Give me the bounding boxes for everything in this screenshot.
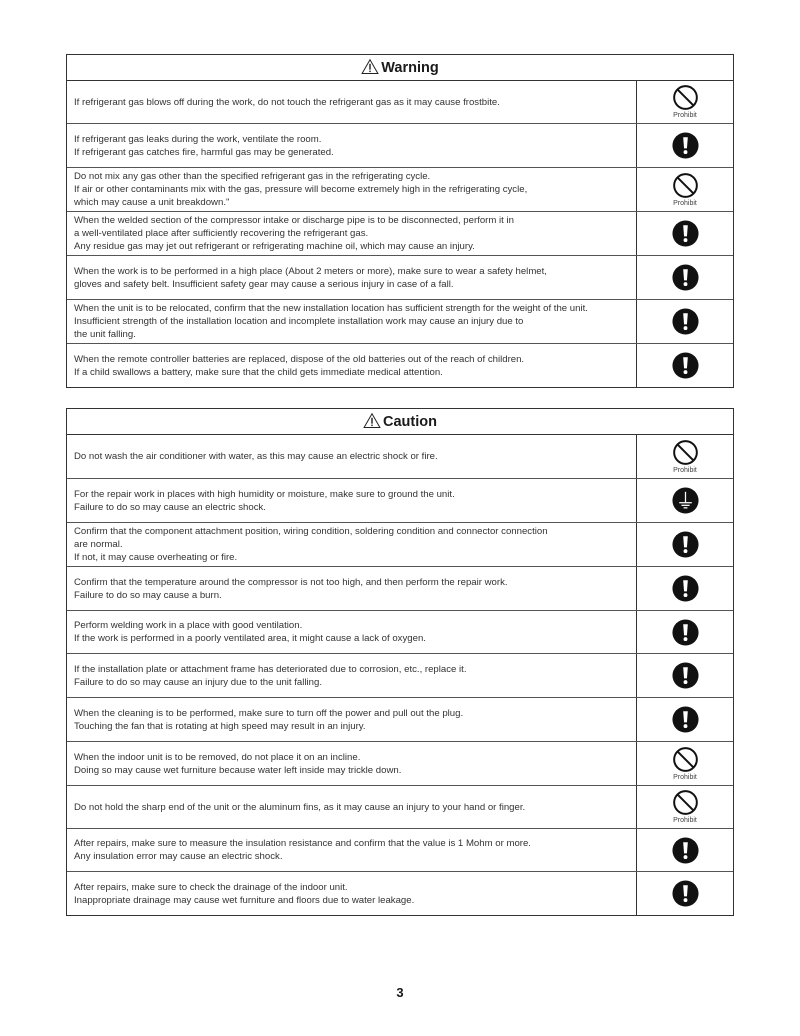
text-line: If refrigerant gas blows off during the work, do not touch the refrigerant gas as it may cause frostbite. xyxy=(74,96,500,108)
ground-icon xyxy=(671,486,700,515)
caution-row xyxy=(67,479,733,523)
warning-row xyxy=(67,168,733,212)
warning-row-icon-cell xyxy=(637,300,733,343)
text-line: gloves and safety belt. Insufficient safety gear may cause a serious injury in case of a fall. xyxy=(74,278,454,290)
warning-row xyxy=(67,124,733,168)
text-line: When the indoor unit is to be removed, do not place it on an incline. xyxy=(74,751,361,763)
text-line: Inappropriate drainage may cause wet furniture and floors due to water leakage. xyxy=(74,894,415,906)
warning-row xyxy=(67,81,733,124)
caution-row-text xyxy=(67,654,637,697)
text-line: If not, it may cause overheating or fire. xyxy=(74,552,238,563)
warning-row-text xyxy=(67,300,637,343)
caution-title: Caution xyxy=(383,413,437,430)
prohibit-icon xyxy=(672,439,699,466)
caution-row-text xyxy=(67,872,637,915)
text-line: a well-ventilated place after sufficiently recovering the refrigerant gas. xyxy=(74,228,369,239)
mandatory-icon xyxy=(671,879,700,908)
page-number: 3 xyxy=(396,985,404,1000)
text-line: Perform welding work in a place with good ventilation. xyxy=(74,620,303,631)
text-line: If the installation plate or attachment frame has deteriorated due to corrosion, etc., replace it. xyxy=(74,663,467,675)
text-line: Do not mix any gas other than the specified refrigerant gas in the refrigerating cycle. xyxy=(74,171,431,182)
text-line: Confirm that the component attachment position, wiring condition, soldering condition and connector connection xyxy=(74,526,548,537)
text-line: Do not hold the sharp end of the unit or the aluminum fins, as it may cause an injury to your hand or finger. xyxy=(74,801,526,813)
warning-triangle-icon xyxy=(361,58,379,75)
caution-row-text xyxy=(67,786,637,828)
caution-row xyxy=(67,611,733,654)
text-line: When the remote controller batteries are replaced, dispose of the old batteries out of the reach of children. xyxy=(74,353,525,365)
warning-row-icon-cell xyxy=(637,344,733,387)
warning-row xyxy=(67,256,733,300)
text-line: If air or other contaminants mix with the gas, pressure will become extremely high in the refrigerating cycle, xyxy=(74,184,528,195)
caution-row-icon-cell xyxy=(637,435,733,478)
warning-row-icon-cell xyxy=(637,212,733,255)
text-line: Doing so may cause wet furniture because water left inside may trickle down. xyxy=(74,764,402,776)
caution-row-text xyxy=(67,742,637,785)
caution-row xyxy=(67,698,733,742)
text-line: After repairs, make sure to check the drainage of the indoor unit. xyxy=(74,881,348,893)
warning-row xyxy=(67,344,733,387)
text-line: which may cause a unit breakdown." xyxy=(74,197,230,208)
caution-row-icon-cell xyxy=(637,479,733,522)
text-line: When the cleaning is to be performed, make sure to turn off the power and pull out the plug. xyxy=(74,707,464,719)
text-line: Any residue gas may jet out refrigerant or refrigerating machine oil, which may cause an injury. xyxy=(74,241,475,252)
prohibit-icon xyxy=(672,84,699,111)
text-line: Insufficient strength of the installation location and incomplete installation work may cause an injury due to xyxy=(74,316,524,327)
text-line: If the work is performed in a poorly ventilated area, it might cause a lack of oxygen. xyxy=(74,633,426,644)
text-line: Do not wash the air conditioner with water, as this may cause an electric shock or fire. xyxy=(74,451,438,462)
text-line: are normal. xyxy=(74,539,123,550)
caution-row xyxy=(67,523,733,567)
prohibit-icon xyxy=(672,746,699,773)
warning-row-text xyxy=(67,81,637,123)
text-line: Failure to do so may cause a burn. xyxy=(74,589,222,601)
warning-table xyxy=(66,54,734,388)
text-line: Failure to do so may cause an electric shock. xyxy=(74,501,266,513)
prohibit-icon xyxy=(672,789,699,816)
warning-row-icon-cell xyxy=(637,124,733,167)
mandatory-icon xyxy=(671,574,700,603)
icon-label: Prohibit xyxy=(673,199,697,207)
text-line: When the unit is to be relocated, confirm that the new installation location has sufficient strength for the weight of the unit. xyxy=(74,303,588,314)
caution-triangle-icon xyxy=(363,412,381,429)
caution-row-icon-cell xyxy=(637,523,733,566)
warning-row-text xyxy=(67,168,637,211)
text-line: Touching the fan that is rotating at high speed may result in an injury. xyxy=(74,720,366,732)
caution-row xyxy=(67,872,733,915)
text-line: Failure to do so may cause an injury due to the unit falling. xyxy=(74,676,322,688)
warning-row-text xyxy=(67,212,637,255)
caution-header xyxy=(67,409,733,435)
warning-rows xyxy=(67,81,733,387)
caution-row-icon-cell xyxy=(637,829,733,871)
text-line: After repairs, make sure to measure the insulation resistance and confirm that the value is 1 Mohm or more. xyxy=(74,838,531,849)
caution-row-icon-cell xyxy=(637,654,733,697)
caution-row xyxy=(67,829,733,872)
icon-label: Prohibit xyxy=(673,466,697,474)
text-line: If a child swallows a battery, make sure that the child gets immediate medical attention. xyxy=(74,366,443,378)
caution-row xyxy=(67,654,733,698)
caution-row xyxy=(67,786,733,829)
text-line: If refrigerant gas leaks during the work, ventilate the room. xyxy=(74,133,322,145)
text-line: When the work is to be performed in a high place (About 2 meters or more), make sure to wear a safety helmet, xyxy=(74,265,547,277)
mandatory-icon xyxy=(671,307,700,336)
caution-table xyxy=(66,408,734,916)
caution-rows xyxy=(67,435,733,915)
icon-label: Prohibit xyxy=(673,817,697,824)
caution-row-icon-cell xyxy=(637,611,733,653)
text-line: Any insulation error may cause an electric shock. xyxy=(74,851,283,862)
mandatory-icon xyxy=(671,705,700,734)
warning-row-text xyxy=(67,124,637,167)
mandatory-icon xyxy=(671,618,700,647)
caution-row-text xyxy=(67,829,637,871)
text-line: the unit falling. xyxy=(74,329,136,340)
warning-row xyxy=(67,212,733,256)
caution-row xyxy=(67,742,733,786)
caution-row xyxy=(67,435,733,479)
warning-row-icon-cell xyxy=(637,81,733,123)
caution-row-icon-cell xyxy=(637,872,733,915)
mandatory-icon xyxy=(671,661,700,690)
warning-row-icon-cell xyxy=(637,168,733,211)
caution-row-icon-cell xyxy=(637,698,733,741)
caution-row-icon-cell xyxy=(637,742,733,785)
text-line: When the welded section of the compressor intake or discharge pipe is to be disconnected, perform it in xyxy=(74,215,514,226)
caution-row-icon-cell xyxy=(637,567,733,610)
caution-row-icon-cell xyxy=(637,786,733,828)
mandatory-icon xyxy=(671,530,700,559)
warning-header xyxy=(67,55,733,81)
icon-label: Prohibit xyxy=(673,112,697,119)
text-line: If refrigerant gas catches fire, harmful gas may be generated. xyxy=(74,146,334,158)
text-line: Confirm that the temperature around the compressor is not too high, and then perform the repair work. xyxy=(74,576,508,588)
icon-label: Prohibit xyxy=(673,773,697,781)
caution-row-text xyxy=(67,611,637,653)
warning-row-text xyxy=(67,256,637,299)
caution-row-text xyxy=(67,479,637,522)
warning-row xyxy=(67,300,733,344)
mandatory-icon xyxy=(671,263,700,292)
mandatory-icon xyxy=(671,219,700,248)
caution-row-text xyxy=(67,567,637,610)
mandatory-icon xyxy=(671,131,700,160)
mandatory-icon xyxy=(671,836,700,865)
warning-row-text xyxy=(67,344,637,387)
caution-row xyxy=(67,567,733,611)
caution-row-text xyxy=(67,435,637,478)
prohibit-icon xyxy=(672,172,699,199)
warning-row-icon-cell xyxy=(637,256,733,299)
text-line: For the repair work in places with high humidity or moisture, make sure to ground the unit. xyxy=(74,488,455,500)
caution-row-text xyxy=(67,698,637,741)
mandatory-icon xyxy=(671,351,700,380)
caution-row-text xyxy=(67,523,637,566)
warning-title: Warning xyxy=(381,59,439,76)
